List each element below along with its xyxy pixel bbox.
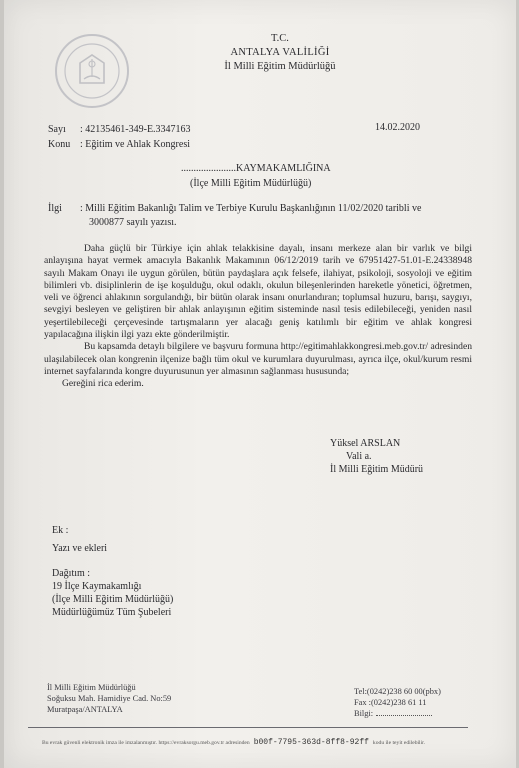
header-tc: T.C. [271, 33, 289, 44]
distribution-item: Müdürlüğümüz Tüm Şubeleri [52, 607, 172, 618]
body-paragraph-1: Daha güçlü bir Türkiye için ahlak telakkisine dayalı, insanı merkeze alan bir varlık ve bilgi anlayışına hayat vermek amacıyla Bakanlık Makamının 06/12/2019 tarih ve 67951427-51.01-E.24338948 sayılı Makam Onayı ile uygun görülen, bütün paydaşlara açık felsefe, ilahiyat, psikoloji, sosyoloji ve eğitim bilimleri vb. disiplinlerin de işe koşulduğu, okul odaklı, okulun bileşenlerinden hareketle yönetici, öğretmen, veli ve öğrenci ahlakının sorgulandığı, bir bütün olarak insanı onurlandıran; toplumsal huzuru, barışı, saygıyı, sevgiyi besleyen ve geliştiren bir ahlak anlayışının eğitim sisteminde nasıl tesis edilebileceği, yeniden nasıl yeşertilebileceği çerçevesinde tartışmaların yer alacağı geniş katılımlı bir eğitim ve ahlak kongresi yapılacağına ilişkin ilgi yazı ekte gönderilmiştir. [44, 243, 472, 341]
attachment-item: Yazı ve ekleri [52, 543, 108, 554]
footer-bilgi [354, 708, 441, 719]
footer-address-line: Soğuksu Mah. Hamidiye Cad. No:59 [47, 694, 172, 703]
letter-body [44, 243, 472, 391]
document-page [4, 0, 516, 768]
footer-contact [354, 686, 441, 719]
verification-prefix: Bu evrak güvenli elektronik imza ile imzalanmıştır. https://evraksorgu.meb.gov.tr adresinden [42, 740, 250, 746]
footer-bilgi-label: Bilgi: [354, 709, 374, 718]
footer-divider [28, 727, 468, 728]
konu-value: : Eğitim ve Ahlak Kongresi [80, 139, 190, 150]
verification-suffix: kodu ile teyit edilebilir. [372, 740, 426, 746]
ilgi-line-2: 3000877 sayılı yazısı. [89, 217, 177, 228]
signer-title: Vali a. [346, 451, 372, 462]
header-governorate: ANTALYA VALİLİĞİ [230, 47, 330, 58]
recipient-line-1: ......................KAYMAKAMLIĞINA [181, 163, 331, 174]
attachments-block [52, 524, 107, 555]
meb-logo-icon [54, 33, 130, 109]
header-directorate: İl Milli Eğitim Müdürlüğü [224, 61, 336, 72]
konu-label: Konu [48, 139, 71, 150]
document-date: 14.02.2020 [375, 122, 420, 133]
signer-name: Yüksel ARSLAN [330, 438, 401, 449]
sayi-label: Sayı [48, 124, 66, 135]
ilgi-label: İlgi [48, 203, 62, 214]
signature-block [330, 437, 423, 476]
footer-address-line: İl Milli Eğitim Müdürlüğü [47, 683, 136, 692]
distribution-item: (İlçe Milli Eğitim Müdürlüğü) [52, 594, 174, 605]
distribution-item: 19 İlçe Kaymakamlığı [52, 581, 142, 592]
recipient-line-2: (İlçe Milli Eğitim Müdürlüğü) [190, 178, 312, 189]
distribution-block [52, 567, 173, 619]
verification-line [42, 731, 425, 749]
footer-fax: Fax :(0242)238 61 11 [354, 698, 427, 707]
body-paragraph-2: Bu kapsamda detaylı bilgilere ve başvuru formuna http://egitimahlakkongresi.meb.gov.tr/ adresinden ulaşılabilecek olan kongrenin ilçenize bağlı tüm okul ve kurumlara duyurulması, ayrıca ilçe, okul/kurum resmi internet sayfalarında kongre duyurusunun yer almasının sağlanması hususunda; [44, 341, 472, 377]
verification-code[interactable]: b00f-7795-363d-8ff8-92ff [253, 738, 369, 747]
attachments-label: Ek : [52, 525, 69, 536]
footer-address-line: Muratpaşa/ANTALYA [47, 705, 123, 714]
footer-tel: Tel:(0242)238 60 00(pbx) [354, 687, 441, 696]
ilgi-line-1: : Milli Eğitim Bakanlığı Talim ve Terbiye Kurulu Başkanlığının 11/02/2020 taribli ve [80, 203, 422, 214]
body-paragraph-3: Gereğini rica ederim. [62, 378, 144, 390]
distribution-label: Dağıtım : [52, 568, 91, 579]
signer-office: İl Milli Eğitim Müdürü [330, 464, 424, 475]
footer-bilgi-dots [376, 715, 432, 716]
footer-address [47, 682, 171, 715]
sayi-value: : 42135461-349-E.3347163 [80, 124, 191, 135]
